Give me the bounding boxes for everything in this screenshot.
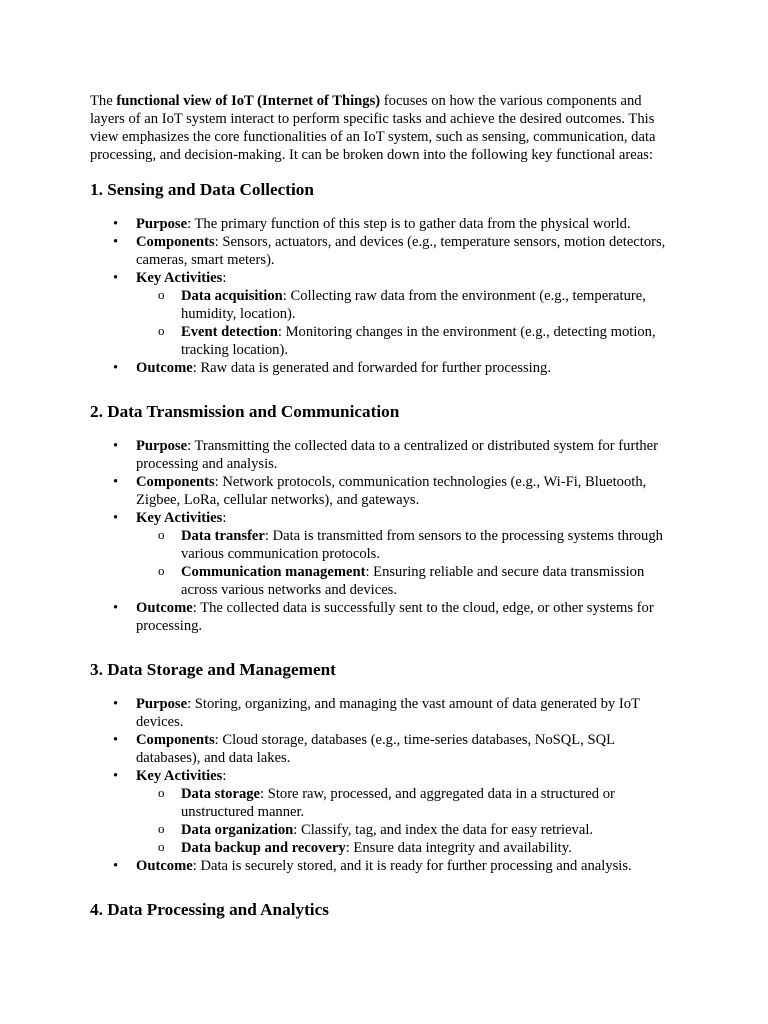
activity-text: : Ensure data integrity and availability. [345,840,572,856]
outcome-label: Outcome [136,600,193,616]
intro-rest: focuses on how the various components and layers of an IoT system interact to perform specific tasks and achieve the desired outcomes. This view emphasizes the core functionalities of an IoT system, such as sensing, communication, data processing, and decision-making. It can be broken down into the following key functional areas: [90,93,656,163]
activity-label: Data organization [181,822,294,838]
activity-item [136,563,680,599]
section-2-purpose [90,437,680,473]
activity-label: Data backup and recovery [181,840,346,856]
purpose-text: : Transmitting the collected data to a centralized or distributed system for further processing and analysis. [136,438,659,472]
purpose-text: : Storing, organizing, and managing the vast amount of data generated by IoT devices. [136,696,640,730]
outcome-label: Outcome [136,360,193,376]
activity-item [136,785,680,821]
activity-text: : Monitoring changes in the environment (e.g., detecting motion, tracking location). [181,324,656,358]
key-activities-colon: : [222,510,227,526]
section-2-activities [136,527,680,599]
section-1-outcome [90,359,680,377]
section-3-components [90,731,680,767]
section-2-components [90,473,680,509]
intro-prefix: The [90,93,117,109]
activity-label: Data acquisition [181,288,283,304]
activity-item [136,287,680,323]
section-2-heading: 2. Data Transmission and Communication [90,402,400,421]
section-2-key-activities [90,509,680,599]
section-3-heading: 3. Data Storage and Management [90,660,336,679]
activity-text: : Store raw, processed, and aggregated data in a structured or unstructured manner. [181,786,615,820]
key-activities-colon: : [222,270,227,286]
outcome-text: : The collected data is successfully sent to the cloud, edge, or other systems for processing. [136,600,654,634]
activity-label: Event detection [181,324,278,340]
intro-paragraph [90,92,680,164]
activity-item [136,527,680,563]
section-1-components [90,233,680,269]
activity-item [136,839,680,857]
section-1-purpose [90,215,680,233]
section-3-activities [136,785,680,857]
section-3-purpose [90,695,680,731]
section-4-heading: 4. Data Processing and Analytics [90,900,329,919]
key-activities-label: Key Activities [136,510,223,526]
activity-label: Data storage [181,786,261,802]
section-1-activities [136,287,680,359]
activity-label: Communication management [181,564,366,580]
activity-text: : Ensuring reliable and secure data transmission across various networks and devices. [181,564,645,598]
section-2-list [90,437,680,635]
section-3-key-activities [90,767,680,857]
components-text: : Cloud storage, databases (e.g., time-series databases, NoSQL, SQL databases), and data lakes. [136,732,615,766]
activity-text: : Data is transmitted from sensors to the processing systems through various communication protocols. [181,528,663,562]
section-1-heading: 1. Sensing and Data Collection [90,180,314,199]
section-1-list [90,215,680,377]
purpose-label: Purpose [136,696,188,712]
components-label: Components [136,474,215,490]
purpose-text: : The primary function of this step is to gather data from the physical world. [187,216,631,232]
key-activities-label: Key Activities [136,270,223,286]
components-label: Components [136,732,215,748]
key-activities-colon: : [222,768,227,784]
activity-item [136,821,680,839]
activity-item [136,323,680,359]
document-body [90,92,680,921]
outcome-text: : Data is securely stored, and it is ready for further processing and analysis. [192,858,632,874]
intro-bold-term: functional view of IoT (Internet of Things) [116,93,381,109]
purpose-label: Purpose [136,438,188,454]
outcome-text: : Raw data is generated and forwarded for further processing. [192,360,551,376]
components-text: : Network protocols, communication technologies (e.g., Wi-Fi, Bluetooth, Zigbee, LoRa, cellular networks), and gateways. [136,474,647,508]
section-2-outcome [90,599,680,635]
section-1-key-activities [90,269,680,359]
components-label: Components [136,234,215,250]
activity-text: : Classify, tag, and index the data for easy retrieval. [293,822,594,838]
key-activities-label: Key Activities [136,768,223,784]
purpose-label: Purpose [136,216,188,232]
section-3-list [90,695,680,875]
section-3-outcome [90,857,680,875]
outcome-label: Outcome [136,858,193,874]
activity-text: : Collecting raw data from the environment (e.g., temperature, humidity, location). [181,288,646,322]
activity-label: Data transfer [181,528,265,544]
components-text: : Sensors, actuators, and devices (e.g., temperature sensors, motion detectors, cameras, smart meters). [136,234,666,268]
